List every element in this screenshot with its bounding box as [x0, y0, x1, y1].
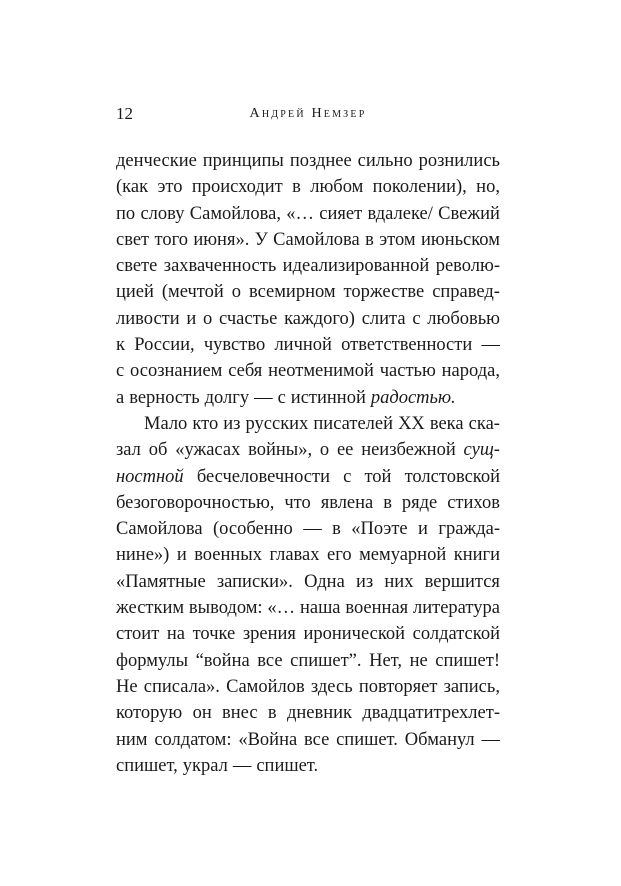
text-line	[116, 174, 500, 200]
word: торжестве	[343, 282, 425, 303]
word: солдатской	[412, 624, 500, 645]
word: свет	[116, 229, 150, 250]
word: не	[409, 650, 428, 671]
word: наша	[299, 598, 341, 619]
word: слову	[140, 203, 185, 224]
word: спишет.	[256, 755, 319, 776]
word: вершится	[424, 571, 500, 592]
word: в	[292, 177, 301, 198]
word: справед-	[432, 282, 500, 303]
word: —	[232, 755, 252, 776]
word: дневник	[286, 703, 353, 724]
word: его	[327, 545, 352, 566]
word: Самойлов	[226, 676, 305, 697]
word: них	[384, 571, 414, 592]
word: зал	[116, 440, 141, 461]
text-line	[116, 306, 500, 332]
word: денческие	[116, 151, 197, 171]
word: но,	[476, 177, 500, 198]
italic-word: ностной	[116, 466, 184, 487]
word: внес	[222, 703, 258, 724]
word: писателей	[313, 413, 394, 434]
word: мемуарной	[359, 545, 447, 566]
word: принципы	[202, 151, 284, 171]
word: военная	[345, 598, 409, 619]
word: бесчеловечности	[196, 466, 330, 487]
word: той	[364, 466, 392, 487]
word: неотменимой	[268, 361, 374, 382]
word: «Памятные	[116, 571, 206, 592]
word: поколении),	[372, 177, 467, 198]
page-number: 12	[116, 104, 133, 123]
word: ряде	[401, 492, 438, 513]
text-line	[116, 385, 500, 411]
text-line	[116, 490, 500, 516]
word: народа,	[441, 361, 500, 382]
word: слита	[361, 308, 406, 329]
text-line	[116, 621, 500, 647]
text-line	[116, 595, 500, 621]
word: главах	[269, 545, 320, 566]
italic-word: сущ-	[463, 440, 500, 461]
word: все	[257, 650, 283, 671]
word: сияет	[319, 203, 363, 224]
text-line	[116, 358, 500, 384]
word: спишет!	[435, 650, 500, 671]
word: а	[116, 387, 125, 408]
word: долгу	[204, 387, 250, 408]
word: себя	[228, 361, 263, 382]
word: зрения	[242, 624, 296, 645]
word: иронической	[303, 624, 406, 645]
word: здесь	[310, 676, 353, 697]
word: толстовской	[404, 466, 500, 487]
word: все	[304, 729, 330, 750]
word: повторяет	[358, 676, 438, 697]
text-line	[116, 542, 500, 568]
word: нине»)	[116, 545, 170, 566]
word: солдатом:	[154, 729, 232, 750]
word: с	[412, 308, 421, 329]
word: Самойлова	[273, 229, 360, 250]
word: происходит	[191, 177, 283, 198]
word: в	[267, 703, 277, 724]
word: вдалеке/	[367, 203, 433, 224]
word: русских	[245, 413, 309, 434]
word: позднее	[289, 151, 352, 171]
word: к	[116, 335, 125, 356]
text-line	[116, 569, 500, 595]
word: книги	[453, 545, 500, 566]
word: ответственности	[341, 335, 473, 356]
word: Одна	[304, 571, 345, 592]
text-line	[116, 332, 500, 358]
word: Свежий	[438, 203, 500, 224]
word: “война	[195, 650, 250, 671]
word: в	[332, 519, 341, 540]
word: (как	[116, 177, 149, 198]
word: ливости	[116, 308, 180, 329]
word: цией	[116, 282, 154, 303]
word: осознанием	[130, 361, 223, 382]
word: украл	[182, 755, 228, 776]
text-line	[116, 753, 500, 779]
word: спишет”.	[290, 650, 362, 671]
word: ним	[116, 729, 148, 750]
word: Обманул	[404, 729, 475, 750]
word: июньском	[420, 229, 500, 250]
text-line	[116, 201, 500, 227]
word: и	[176, 545, 187, 566]
word: выводом:	[188, 598, 263, 619]
word: кто	[192, 413, 219, 434]
word: идеализированной	[282, 256, 430, 277]
word: об	[148, 440, 168, 461]
word: неизбежной	[361, 440, 456, 461]
text-line	[116, 148, 500, 174]
word: (особенно	[213, 519, 293, 540]
word: «ужасах	[175, 440, 241, 461]
word: верность	[129, 387, 200, 408]
word: которую	[116, 703, 183, 724]
word: револю-	[435, 256, 500, 277]
word: сильно	[357, 151, 413, 171]
word: военных	[194, 545, 262, 566]
word: из	[223, 413, 241, 434]
word: в	[365, 229, 374, 250]
word: он	[192, 703, 212, 724]
word: спишет,	[116, 755, 178, 776]
word: двадцатитрехлет-	[362, 703, 500, 724]
word: «…	[286, 203, 315, 224]
word: войны»,	[248, 440, 313, 461]
word: Мало	[144, 413, 188, 434]
word: частью	[379, 361, 436, 382]
word: на	[166, 624, 185, 645]
word: «Поэте	[351, 519, 408, 540]
word: Нет,	[369, 650, 402, 671]
italic-word: радостью.	[370, 387, 456, 408]
text-line	[116, 727, 500, 753]
word: «Война	[238, 729, 298, 750]
word: Самойлова,	[189, 203, 281, 224]
word: свете	[116, 256, 158, 277]
word: с	[343, 466, 352, 487]
word: —	[254, 387, 273, 408]
word: истинной	[290, 387, 366, 408]
word: века	[429, 413, 464, 434]
word: «…	[267, 598, 296, 619]
word: каждого)	[284, 308, 355, 329]
word: точке	[192, 624, 236, 645]
running-head	[116, 104, 500, 128]
word: в	[383, 492, 392, 513]
text-line	[116, 411, 500, 437]
text-line	[116, 700, 500, 726]
word: записки».	[216, 571, 293, 592]
word: —	[481, 335, 500, 356]
word: —	[303, 519, 322, 540]
word: о	[203, 308, 213, 329]
word: ска-	[468, 413, 500, 434]
word: У	[254, 229, 268, 250]
word: Самойлова	[116, 519, 203, 540]
word: это	[157, 177, 183, 198]
text-line	[116, 516, 500, 542]
text-line	[116, 648, 500, 674]
word: России,	[134, 335, 195, 356]
word: личной	[274, 335, 332, 356]
word: стихов	[447, 492, 500, 513]
word: по	[116, 203, 136, 224]
word: июня».	[193, 229, 250, 250]
word: формулы	[116, 650, 189, 671]
word: списала».	[143, 676, 220, 697]
word: захваченность	[163, 256, 277, 277]
word: явлена	[320, 492, 374, 513]
word: того	[154, 229, 188, 250]
word: XX	[398, 413, 425, 434]
body-text	[116, 148, 500, 779]
text-line	[116, 464, 500, 490]
word: чувство	[203, 335, 266, 356]
word: и	[186, 308, 197, 329]
text-line	[116, 253, 500, 279]
text-line	[116, 279, 500, 305]
word: безоговорочностью,	[116, 492, 275, 513]
word: жестким	[116, 598, 185, 619]
word: Не	[116, 676, 138, 697]
word: что	[284, 492, 311, 513]
word: (мечтой	[161, 282, 224, 303]
word: с	[116, 361, 125, 382]
word: спишет.	[336, 729, 398, 750]
word: и	[418, 519, 428, 540]
word: гражда-	[438, 519, 500, 540]
word: о	[231, 282, 241, 303]
word: запись,	[443, 676, 500, 697]
word: литература	[412, 598, 500, 619]
word: рознились	[418, 151, 500, 171]
word: этом	[379, 229, 416, 250]
word: —	[481, 729, 500, 750]
word: с	[277, 387, 286, 408]
word: любом	[310, 177, 364, 198]
word: из	[355, 571, 374, 592]
word: счастье	[219, 308, 278, 329]
text-line	[116, 437, 500, 463]
word: любовью	[427, 308, 500, 329]
word: стоит	[116, 624, 160, 645]
text-line	[116, 674, 500, 700]
word: о	[319, 440, 330, 461]
word: ее	[336, 440, 354, 461]
text-line	[116, 227, 500, 253]
word: всемирном	[248, 282, 336, 303]
running-head-author: Андрей Немзер	[249, 106, 367, 121]
